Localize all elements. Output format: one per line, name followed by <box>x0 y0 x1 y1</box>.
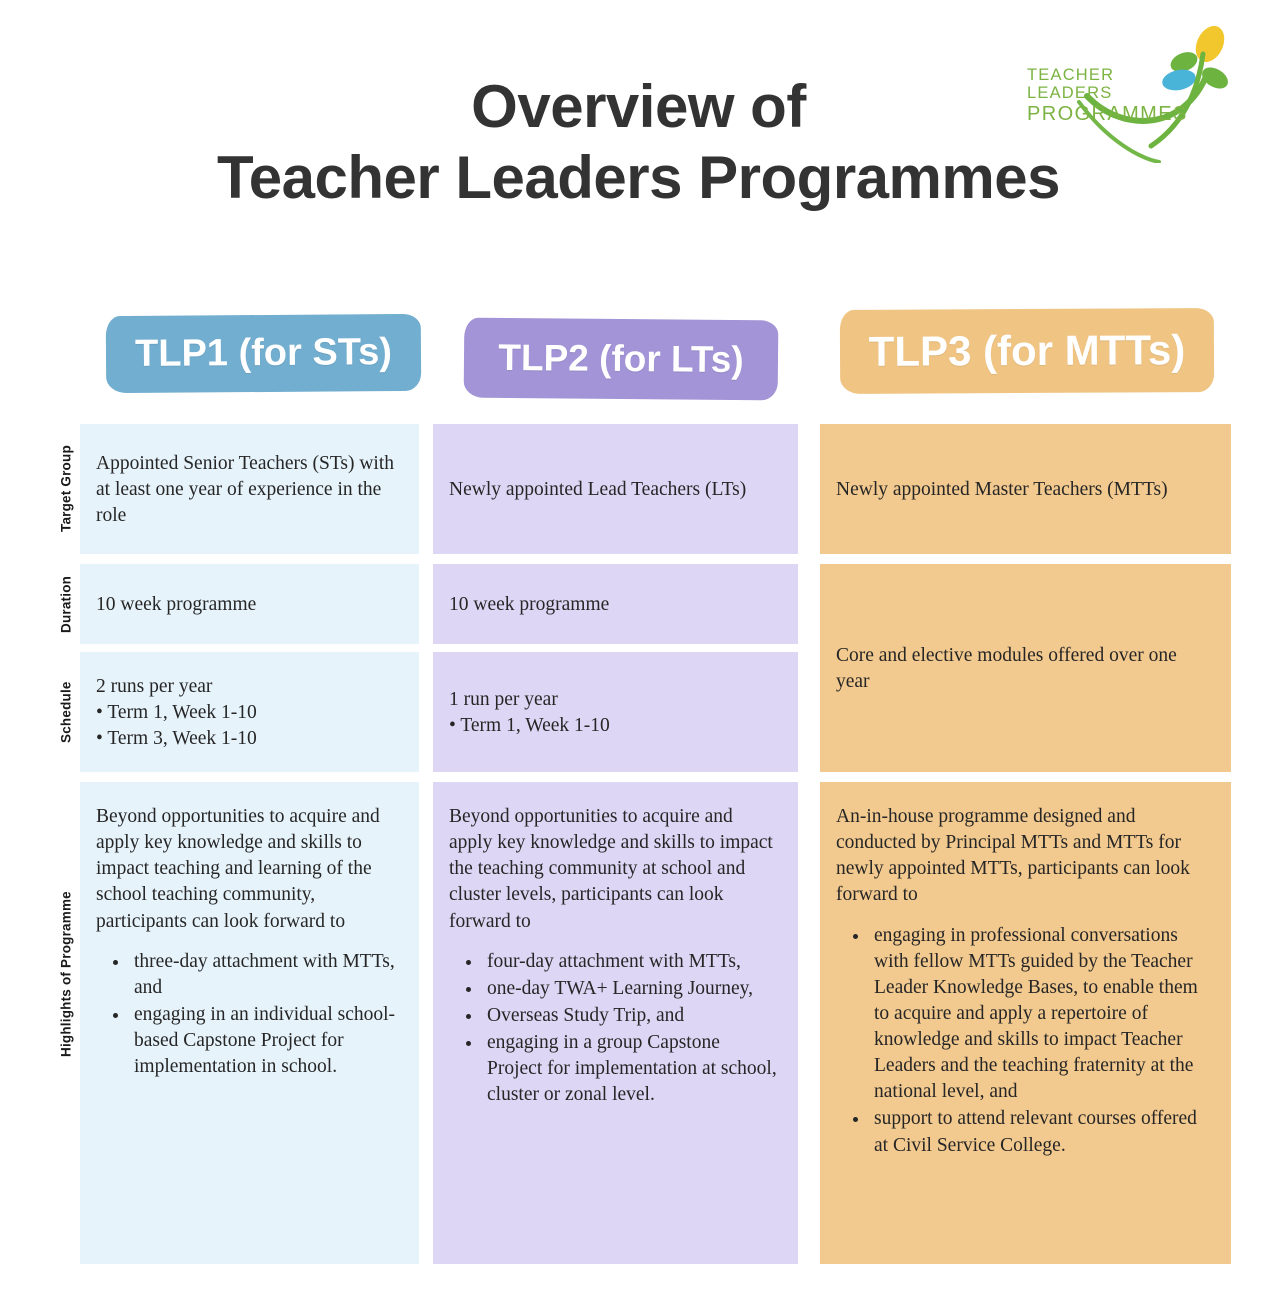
title-line-2: Teacher Leaders Programmes <box>217 143 1060 211</box>
list-item: • four-day attachment with MTTs, <box>483 949 778 975</box>
row-label-target-group: Target Group <box>58 445 74 533</box>
schedule-intro: 2 runs per year <box>96 675 213 697</box>
cell-schedule-tlp1 <box>80 652 419 772</box>
cell-duration-schedule-tlp3 <box>820 564 1231 772</box>
cell-target-group-tlp3 <box>820 424 1231 554</box>
schedule-block-tlp2 <box>449 687 778 739</box>
cell-highlights-tlp3 <box>820 782 1231 1264</box>
list-item: • engaging in a group Capstone Project for implementation at school, cluster or zonal level. <box>483 1030 778 1108</box>
schedule-block-tlp1 <box>96 674 399 752</box>
list-item: • one-day TWA+ Learning Journey, <box>483 976 778 1002</box>
row-label-duration: Duration <box>58 575 74 633</box>
highlights-list <box>836 923 1211 1160</box>
cell-duration-tlp1 <box>80 564 419 644</box>
list-item: • three-day attachment with MTTs, and <box>130 949 399 1001</box>
cell-schedule-tlp2 <box>433 652 798 772</box>
highlights-list <box>449 949 778 1110</box>
highlights-intro: Beyond opportunities to acquire and apply key knowledge and skills to impact the teaching community at school and cluster levels, participants can look forward to <box>449 806 773 932</box>
cell-text: Core and elective modules offered over one year <box>836 644 1177 692</box>
list-item: • support to attend relevant courses offered at Civil Service College. <box>870 1106 1211 1158</box>
cell-text: 10 week programme <box>449 593 610 615</box>
cell-duration-tlp2 <box>433 564 798 644</box>
highlights-intro: An-in-house programme designed and conducted by Principal MTTs and MTTs for newly appointed MTTs, participants can look forward to <box>836 806 1190 906</box>
cell-highlights-tlp2 <box>433 782 798 1264</box>
logo-line-1: TEACHER LEADERS <box>1027 66 1115 103</box>
cell-text: Newly appointed Lead Teachers (LTs) <box>449 478 747 500</box>
schedule-item: • Term 1, Week 1-10 <box>96 701 257 723</box>
list-item: • engaging in an individual school-based Capstone Project for implementation in school. <box>130 1002 399 1080</box>
comparison-table <box>0 424 1277 1264</box>
highlights-intro: Beyond opportunities to acquire and apply key knowledge and skills to impact teaching and learning of the school teaching community, participants can look forward to <box>96 806 380 932</box>
schedule-intro: 1 run per year <box>449 688 558 710</box>
column-header-tlp2: TLP2 (for LTs) <box>464 318 779 401</box>
column-header-tlp3: TLP3 (for MTTs) <box>840 308 1214 394</box>
cell-highlights-tlp1 <box>80 782 419 1264</box>
list-item: • Overseas Study Trip, and <box>483 1003 778 1029</box>
column-headers <box>0 305 1277 410</box>
highlights-list <box>96 949 399 1082</box>
page-title <box>0 72 1277 214</box>
cell-text: Newly appointed Master Teachers (MTTs) <box>836 478 1168 500</box>
logo-line-2: PROGRAMMES <box>1027 102 1188 125</box>
cell-text: 10 week programme <box>96 593 257 615</box>
cell-target-group-tlp2 <box>433 424 798 554</box>
cell-target-group-tlp1 <box>80 424 419 554</box>
column-header-tlp1: TLP1 (for STs) <box>106 314 422 393</box>
schedule-item: • Term 1, Week 1-10 <box>449 715 610 736</box>
row-label-highlights: Highlights of Programme <box>58 891 74 1057</box>
schedule-item: • Term 3, Week 1-10 <box>96 728 257 750</box>
list-item: • engaging in professional conversations with fellow MTTs guided by the Teacher Leader Knowledge Bases, to enable them to acquire and apply a repertoire of knowledge and skills to impact Teacher Leaders and the teaching fraternity at the national level, and <box>870 923 1211 1106</box>
row-label-schedule: Schedule <box>58 681 74 743</box>
cell-text: Appointed Senior Teachers (STs) with at least one year of experience in the role <box>96 452 395 527</box>
title-line-1: Overview of <box>471 73 806 140</box>
